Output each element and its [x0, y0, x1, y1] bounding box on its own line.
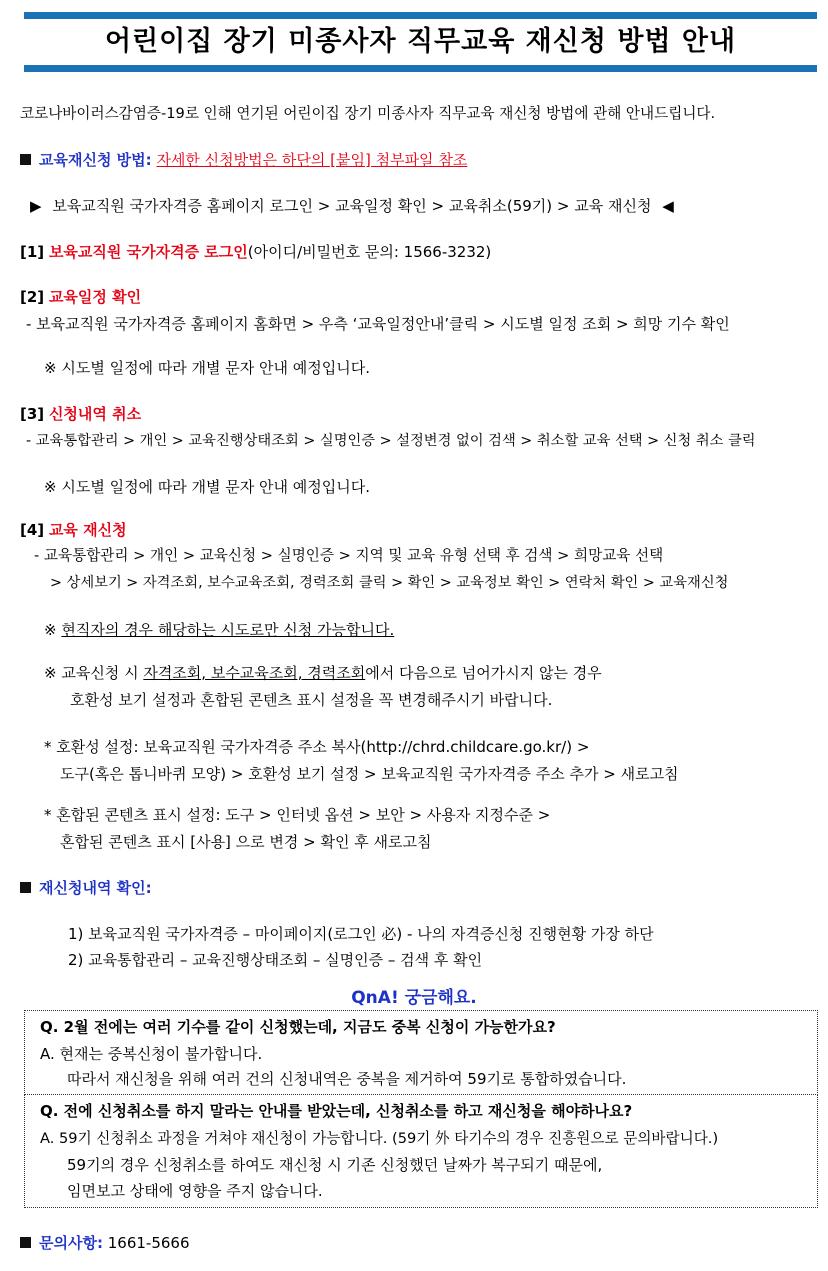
qna-2-answer-3: 임면보고 상태에 영향을 주지 않습니다.: [67, 1182, 323, 1200]
step-3-title: 신청내역 취소: [48, 405, 142, 423]
step-1: [20, 242, 491, 262]
method-label: 교육재신청 방법:: [39, 151, 152, 169]
intro-text: 코로나바이러스감염증-19로 인해 연기된 어린이집 장기 미종사자 직무교육 재신청 방법에 관해 안내드립니다.: [20, 105, 716, 122]
contact-line: [20, 1233, 190, 1253]
qna-box-1: [24, 1010, 818, 1095]
step-4-path-2: > 상세보기 > 자격조회, 보수교육조회, 경력조회 클릭 > 확인 > 교육정보 확인 > 연락처 확인 > 교육재신청: [50, 575, 729, 591]
step-4-note-2: [44, 663, 602, 683]
contact-label: 문의사항:: [39, 1234, 103, 1252]
qna-2-answer-2: 59기의 경우 신청취소를 하여도 재신청 시 기존 신청했던 날짜가 복구되기 때문에,: [67, 1156, 603, 1174]
confirm-item-2: 2) 교육통합관리 – 교육진행상태조회 – 실명인증 – 검색 후 확인: [68, 951, 483, 969]
step-3-num: [3]: [20, 405, 45, 423]
step-2-num: [2]: [20, 288, 45, 306]
step-1-suffix: (아이디/비밀번호 문의: 1566-3232): [247, 243, 492, 261]
method-line: [20, 150, 467, 170]
step-2-path: - 보육교직원 국가자격증 홈페이지 홈화면 > 우측 ‘교육일정안내’클릭 > 시도별 일정 조회 > 희망 기수 확인: [26, 315, 730, 333]
step-4-note-1: [44, 620, 394, 640]
title-bar-bottom: [24, 65, 817, 72]
confirm-item-1: 1) 보육교직원 국가자격증 – 마이페이지(로그인 必) - 나의 자격증신청 진행현황 가장 하단: [68, 925, 654, 943]
step-2: [20, 287, 141, 307]
step-3-note: ※ 시도별 일정에 따라 개별 문자 안내 예정입니다.: [44, 478, 371, 496]
mixed-content-line-2: 혼합된 콘텐츠 표시 [사용] 으로 변경 > 확인 후 새로고침: [60, 833, 432, 851]
step-3: [20, 404, 141, 424]
qna-1-question: Q. 2월 전에는 여러 기수를 같이 신청했는데, 지금도 중복 신청이 가능한가요?: [40, 1018, 556, 1036]
step-1-title: 보육교직원 국가자격증 로그인: [48, 243, 248, 261]
flow-end-arrow-icon: ◀: [662, 197, 674, 215]
confirm-label: 재신청내역 확인:: [39, 879, 152, 897]
confirm-heading: [20, 878, 152, 898]
step-4-note-1-text: 현직자의 경우 해당하는 시도로만 신청 가능합니다.: [61, 621, 395, 639]
square-bullet-icon: [20, 154, 31, 165]
qna-1-answer-2: 따라서 재신청을 위해 여러 건의 신청내역은 중복을 제거하여 59기로 통합하였습니다.: [67, 1070, 627, 1088]
qna-2-question: Q. 전에 신청취소를 하지 말라는 안내를 받았는데, 신청취소를 하고 재신청을 해야하나요?: [40, 1102, 633, 1120]
square-bullet-icon: [20, 882, 31, 893]
step-2-note: ※ 시도별 일정에 따라 개별 문자 안내 예정입니다.: [44, 359, 371, 377]
step-4-path-1: - 교육통합관리 > 개인 > 교육신청 > 실명인증 > 지역 및 교육 유형 선택 후 검색 > 희망교육 선택: [34, 547, 664, 564]
step-4-note-2-line-2: 호환성 보기 설정과 혼합된 콘텐츠 표시 설정을 꼭 변경해주시기 바랍니다.: [70, 691, 553, 709]
step-4-note-2-suffix: 에서 다음으로 넘어가시지 않는 경우: [365, 664, 602, 682]
qna-1-answer-1: A. 현재는 중복신청이 불가합니다.: [40, 1045, 263, 1063]
contact-value: 1661-5666: [107, 1234, 190, 1252]
qna-box-2: [24, 1094, 818, 1208]
step-4-note-1-prefix: ※: [44, 621, 62, 639]
step-3-path: - 교육통합관리 > 개인 > 교육진행상태조회 > 실명인증 > 설정변경 없이 검색 > 취소할 교육 선택 > 신청 취소 클릭: [26, 433, 756, 449]
square-bullet-icon: [20, 1237, 31, 1248]
step-1-num: [1]: [20, 243, 45, 261]
step-4: [20, 520, 127, 540]
step-2-title: 교육일정 확인: [48, 288, 142, 306]
qna-title: QnA! 궁금해요.: [351, 988, 477, 1008]
method-flow: 보육교직원 국가자격증 홈페이지 로그인 > 교육일정 확인 > 교육취소(59기) > 교육 재신청: [52, 197, 652, 215]
step-4-title: 교육 재신청: [48, 521, 127, 539]
mixed-content-line-1: * 혼합된 콘텐츠 표시 설정: 도구 > 인터넷 옵션 > 보안 > 사용자 지정수준 >: [44, 806, 551, 824]
page-title: 어린이집 장기 미종사자 직무교육 재신청 방법 안내: [104, 26, 737, 57]
qna-2-answer-1: A. 59기 신청취소 과정을 거쳐야 재신청이 가능합니다. (59기 外 타기수의 경우 진흥원으로 문의바랍니다.): [40, 1130, 719, 1147]
step-4-note-2-underline: 자격조회, 보수교육조회, 경력조회: [143, 664, 366, 682]
step-4-num: [4]: [20, 521, 45, 539]
compat-setting-line-1: * 호환성 설정: 보육교직원 국가자격증 주소 복사(http://chrd.childcare.go.kr/) >: [44, 738, 590, 756]
compat-setting-line-2: 도구(혹은 톱니바퀴 모양) > 호환성 보기 설정 > 보육교직원 국가자격증 주소 추가 > 새로고침: [60, 765, 679, 783]
title-bar-top: [24, 12, 817, 19]
method-link[interactable]: 자세한 신청방법은 하단의 [붙임] 첨부파일 참조: [156, 151, 468, 169]
flow-start-arrow-icon: ▶: [30, 197, 42, 215]
method-flow-line: [30, 196, 674, 216]
step-4-note-2-prefix: ※ 교육신청 시: [44, 664, 144, 682]
